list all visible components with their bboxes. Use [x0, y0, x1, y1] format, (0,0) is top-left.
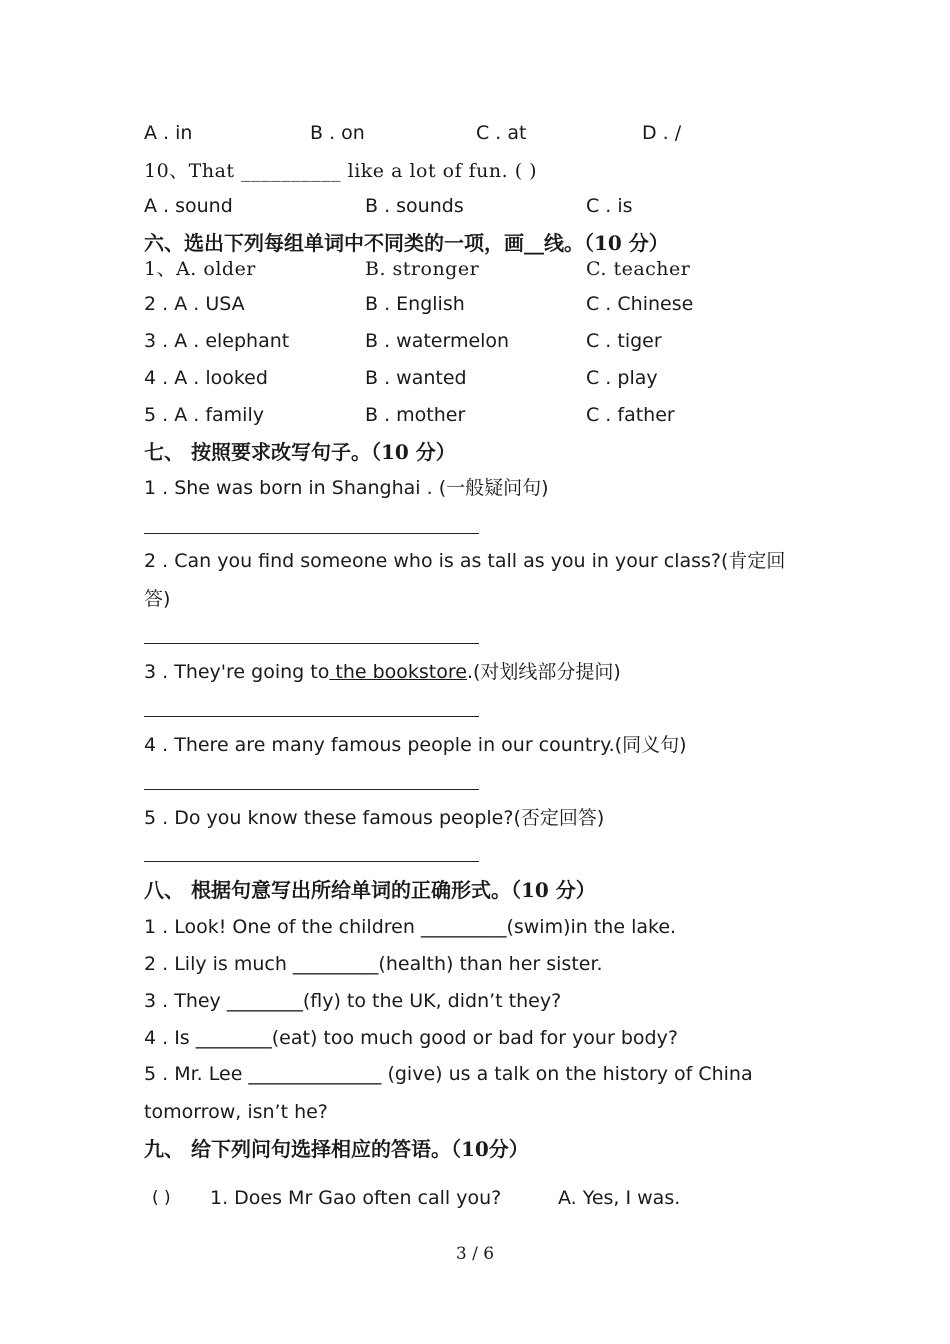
section8-q2: 2 . Lily is much _________(health) than her sister. — [144, 953, 603, 975]
section9-heading: 九、 给下列问句选择相应的答语。（10分） — [144, 1137, 529, 1161]
q9-option-d: D . / — [642, 122, 682, 144]
row4-option-c: C . play — [586, 367, 658, 389]
q1-question: 1. Does Mr Gao often call you? — [210, 1187, 502, 1209]
answer-line-1[interactable] — [144, 533, 479, 534]
section8-q5-line2: tomorrow, isn’t he? — [144, 1101, 328, 1123]
row3-option-b: B . watermelon — [365, 330, 510, 352]
q9-option-b: B . on — [310, 122, 365, 144]
row2-option-b: B . English — [365, 293, 465, 315]
section8-q3: 3 . They ________(fly) to the UK, didn’t they? — [144, 990, 562, 1012]
q1-answer-paren[interactable]: ( ) — [152, 1188, 171, 1208]
q10-text: 10、That __________ like a lot of fun. ( ) — [144, 160, 538, 182]
row5-option-c: C . father — [586, 404, 675, 426]
row1-option-a: 1、A. older — [144, 258, 256, 280]
q1-option-a: A. Yes, I was. — [558, 1187, 681, 1209]
section8-q4: 4 . Is ________(eat) too much good or bad for your body? — [144, 1027, 678, 1049]
q10-option-a: A . sound — [144, 195, 233, 217]
section7-q4: 4 . There are many famous people in our country.(同义句) — [144, 734, 687, 756]
q3-suffix: .(对划线部分提问) — [466, 661, 621, 683]
section8-q5-line1: 5 . Mr. Lee ______________ (give) us a talk on the history of China — [144, 1063, 753, 1085]
section7-q1: 1 . She was born in Shanghai . (一般疑问句) — [144, 477, 549, 499]
row5-option-b: B . mother — [365, 404, 466, 426]
q3-underlined: the bookstore — [329, 661, 467, 683]
section8-heading: 八、 根据句意写出所给单词的正确形式。（10 分） — [144, 878, 596, 902]
answer-line-2[interactable] — [144, 643, 479, 644]
answer-line-5[interactable] — [144, 861, 479, 862]
q10-option-c: C . is — [586, 195, 633, 217]
q3-prefix: 3 . They're going to — [144, 661, 330, 683]
q10-option-b: B . sounds — [365, 195, 464, 217]
q9-option-a: A . in — [144, 122, 193, 144]
row4-option-b: B . wanted — [365, 367, 467, 389]
row2-option-c: C . Chinese — [586, 293, 694, 315]
row1-option-b: B. stronger — [365, 258, 480, 280]
page-number: 3 / 6 — [455, 1244, 495, 1264]
answer-line-4[interactable] — [144, 789, 479, 790]
section6-heading: 六、选出下列每组单词中不同类的一项，画__线。（10 分） — [144, 231, 669, 255]
answer-line-3[interactable] — [144, 716, 479, 717]
row2-option-a: 2 . A . USA — [144, 293, 245, 315]
row3-option-c: C . tiger — [586, 330, 662, 352]
section7-q2-line2: 答) — [144, 588, 171, 610]
section7-q5: 5 . Do you know these famous people?(否定回答) — [144, 807, 605, 829]
row5-option-a: 5 . A . family — [144, 404, 264, 426]
section7-heading: 七、 按照要求改写句子。（10 分） — [144, 440, 456, 464]
q9-option-c: C . at — [476, 122, 527, 144]
row3-option-a: 3 . A . elephant — [144, 330, 290, 352]
section8-q1: 1 . Look! One of the children _________(swim)in the lake. — [144, 916, 677, 938]
row1-option-c: C. teacher — [586, 258, 691, 280]
section7-q3 — [144, 660, 621, 684]
section7-q2-line1: 2 . Can you find someone who is as tall as you in your class?(肯定回 — [144, 550, 786, 572]
row4-option-a: 4 . A . looked — [144, 367, 268, 389]
